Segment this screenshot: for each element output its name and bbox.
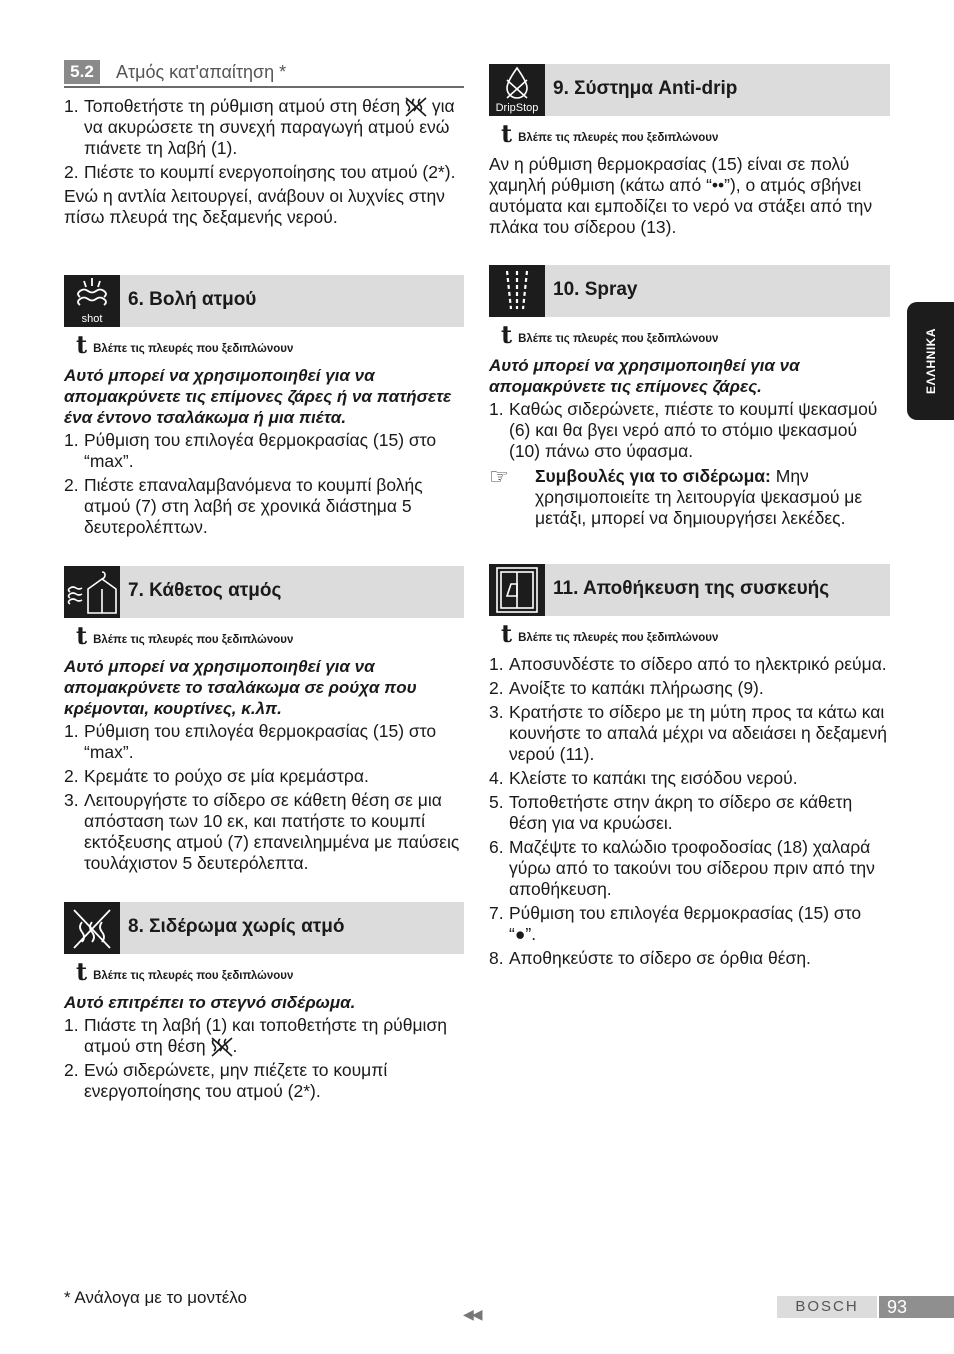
no-steam-icon (64, 902, 120, 954)
steps-list (64, 430, 464, 538)
see-foldout-note: t Βλέπε τις πλευρές που ξεδιπλώνουν (501, 119, 719, 148)
book-icon: t (501, 119, 513, 148)
book-icon: t (76, 330, 88, 359)
list-item: 2. Πιέστε το κουμπί ενεργοποίησης του ατμού (2*). (64, 162, 456, 183)
page-number: 93 (879, 1296, 954, 1318)
paragraph: Αν η ρύθμιση θερμοκρασίας (15) είναι σε πολύ χαμηλή ρύθμιση (κάτω από “••”), ο ατμός σβήνει αυτόματα και εμποδίζει το νερό να στάξει από την πλάκα του σίδερου (13). (489, 154, 873, 237)
dripstop-icon: DripStop (489, 64, 545, 116)
steps-list (489, 654, 890, 969)
list-item: 1. Αποσυνδέστε το σίδερο από το ηλεκτρικό ρεύμα. (489, 654, 887, 674)
list-item: 4. Κλείστε το καπάκι της εισόδου νερού. (489, 768, 798, 788)
section-7 (64, 566, 464, 877)
section-intro: Αυτό μπορεί να χρησιμοποιηθεί για να απομακρύνετε τις επίμονες ζάρες ή να πατήσετε ένα έντονο τσαλάκωμα ή μια πιέτα. (64, 366, 452, 427)
list-item: 1. Ρύθμιση του επιλογέα θερμοκρασίας (15) στο “max”. (64, 721, 437, 762)
steps-list (64, 721, 464, 874)
section-header (489, 265, 890, 317)
see-foldout-note: t Βλέπε τις πλευρές που ξεδιπλώνουν (501, 320, 719, 349)
steam-shot-icon: shot (64, 275, 120, 327)
list-item: 1. Τοποθετήστε τη ρύθμιση ατμού στη θέση για να ακυρώσετε τη συνεχή παραγωγή ατμού ενώ πιάνετε τη λαβή (1). (64, 96, 455, 159)
steps-list (489, 399, 890, 462)
see-foldout-note: t Βλέπε τις πλευρές που ξεδιπλώνουν (501, 619, 719, 648)
language-tab: ΕΛΛΗΝΙΚΑ (907, 302, 954, 420)
list-item: 2. Πιέστε επαναλαμβανόμενα το κουμπί βολής ατμού (7) στη λαβή σε χρονικά διάστημα 5 δευτερολέπτων. (64, 475, 423, 537)
list-item: 1. Πιάστε τη λαβή (1) και τοποθετήστε τη ρύθμιση ατμού στη θέση . (64, 1015, 447, 1056)
subsection-title: Ατμός κατ'απαίτηση * (116, 62, 287, 82)
see-foldout-note: t Βλέπε τις πλευρές που ξεδιπλώνουν (76, 957, 294, 986)
book-icon: t (76, 621, 88, 650)
list-item: 3. Λειτουργήστε το σίδερο σε κάθετη θέση σε μια απόσταση των 10 εκ, και πατήστε το κουμπί εκτόξευσης ατμού (7) επανειλημμένα με παύσεις τουλάχιστον 5 δευτερόλεπτα. (64, 790, 460, 873)
no-steam-icon (405, 97, 427, 117)
list-item: 1. Ρύθμιση του επιλογέα θερμοκρασίας (15) στο “max”. (64, 430, 437, 471)
list-item: 2. Κρεμάτε το ρούχο σε μία κρεμάστρα. (64, 766, 369, 786)
back-arrows-icon[interactable]: ◀◀ (463, 1306, 481, 1322)
subsection-heading (64, 60, 464, 88)
section-9 (489, 64, 890, 238)
steps-list (64, 96, 464, 183)
list-item: 3. Κρατήστε το σίδερο με τη μύτη προς τα κάτω και κουνήστε το απαλά μέχρι να αδειάσει η δεξαμενή νερού (11). (489, 702, 887, 764)
section-title: 8. Σιδέρωμα χωρίς ατμό (128, 916, 345, 937)
storage-icon (489, 564, 545, 616)
brand-label: BOSCH (777, 1296, 877, 1318)
section-6 (64, 275, 464, 541)
list-item: 5. Τοποθετήστε στην άκρη το σίδερο σε κάθετη θέση για να κρυώσει. (489, 792, 853, 833)
no-steam-icon (211, 1037, 233, 1057)
section-title: 11. Αποθήκευση της συσκευής (553, 578, 830, 599)
list-item: 1. Καθώς σιδερώνετε, πιέστε το κουμπί ψεκασμού (6) και θα βγει νερό από το στόμιο ψεκασμού (10) πάνω στο ύφασμα. (489, 399, 878, 461)
section-intro: Αυτό επιτρέπει το στεγνό σιδέρωμα. (64, 993, 356, 1012)
spray-icon (489, 265, 545, 317)
section-8 (64, 902, 464, 1105)
ironing-tip: ☞ Συμβουλές για το σιδέρωμα: Μην χρησιμοποιείτε τη λειτουργία ψεκασμού με μετάξι, μπορεί να δημιουργήσει λεκέδες. (489, 464, 863, 528)
section-header (64, 902, 464, 954)
section-title: 10. Spray (553, 279, 638, 300)
list-item: 2. Ενώ σιδερώνετε, μην πιέζετε το κουμπί ενεργοποίησης του ατμού (2*). (64, 1060, 388, 1102)
section-title: 9. Σύστημα Anti-drip (553, 78, 738, 99)
list-item: 7. Ρύθμιση του επιλογέα θερμοκρασίας (15) στο “●”. (489, 903, 862, 944)
list-item: 8. Αποθηκεύστε το σίδερο σε όρθια θέση. (489, 948, 811, 968)
footnote: * Ανάλογα με το μοντέλο (64, 1288, 247, 1307)
section-header (64, 566, 464, 618)
book-icon: t (501, 619, 513, 648)
section-intro: Αυτό μπορεί να χρησιμοποιηθεί για να απομακρύνετε τις επίμονες ζάρες. (489, 356, 800, 396)
section-title: 7. Κάθετος ατμός (128, 580, 282, 601)
see-foldout-note: t Βλέπε τις πλευρές που ξεδιπλώνουν (76, 621, 294, 650)
section-header (489, 564, 890, 616)
subsection-number: 5.2 (64, 60, 100, 84)
section-10 (489, 265, 890, 529)
section-5-2-body (64, 96, 464, 228)
vertical-steam-icon (64, 566, 120, 618)
see-foldout-note: t Βλέπε τις πλευρές που ξεδιπλώνουν (76, 330, 294, 359)
book-icon: t (501, 320, 513, 349)
section-header (64, 275, 464, 327)
pointing-hand-icon: ☞ (489, 464, 509, 489)
list-item: 2. Ανοίξτε το καπάκι πλήρωσης (9). (489, 678, 764, 698)
book-icon: t (76, 957, 88, 986)
section-header (489, 64, 890, 116)
paragraph: Ενώ η αντλία λειτουργεί, ανάβουν οι λυχνίες στην πίσω πλευρά της δεξαμενής νερού. (64, 186, 445, 228)
list-item: 6. Μαζέψτε το καλώδιο τροφοδοσίας (18) χαλαρά γύρω από το τακούνι του σίδερου πριν από την αποθήκευση. (489, 837, 875, 899)
section-intro: Αυτό μπορεί να χρησιμοποιηθεί για να απομακρύνετε το τσαλάκωμα σε ρούχα που κρέμονται, κουρτίνες, κ.λπ. (64, 657, 417, 718)
steps-list (64, 1015, 464, 1102)
section-title: 6. Βολή ατμού (128, 289, 257, 310)
section-11 (489, 564, 890, 972)
